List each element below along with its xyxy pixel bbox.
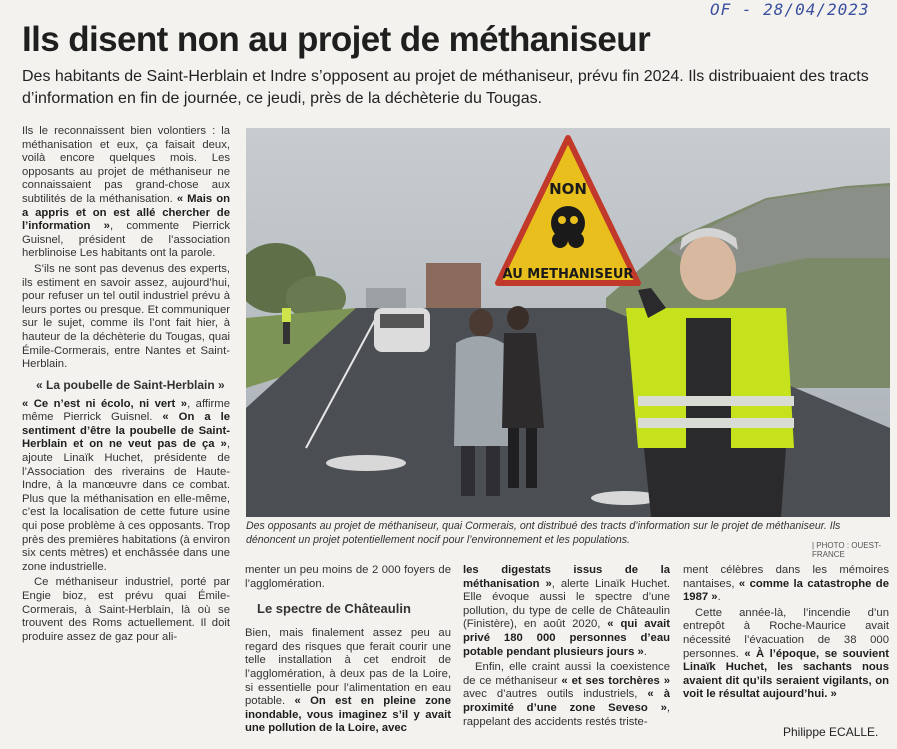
- paragraph: [245, 627, 451, 736]
- paragraph: [22, 398, 230, 575]
- photo-credit: | PHOTO : OUEST-FRANCE: [812, 541, 882, 559]
- quote: « On a le sentiment d’être la poubelle de Saint-Herblain et on ne veut pas de ça »: [22, 411, 230, 451]
- text: ment célèbres dans les mémoires nantaises,: [683, 564, 889, 590]
- paragraph: menter un peu moins de 2 000 foyers de l’agglomération.: [245, 564, 451, 590]
- paragraph: [463, 564, 670, 659]
- author-byline: Philippe ECALLE.: [783, 725, 879, 739]
- quote: « On est en pleine zone inondable, vous imaginez s’il y avait une pollution de la Loire, avec: [245, 695, 451, 735]
- text: , affirme même Pierrick Guisnel.: [22, 397, 230, 424]
- quote: « et ses torchères »: [561, 674, 670, 687]
- article-column-1: [22, 125, 230, 749]
- article-headline: Ils disent non au projet de méthaniseur: [22, 20, 651, 59]
- photo-caption: Des opposants au projet de méthaniseur, quai Cormerais, ont distribué des tracts d’information sur le projet de méthaniseur. Ils dénoncent un projet potentiellement nocif pour l’environnement et les populations.: [246, 520, 841, 546]
- text: , rappelant des accidents restés triste-: [463, 701, 670, 728]
- subheading: Le spectre de Châteaulin: [257, 601, 411, 617]
- text: Cette année-là, l’incendie d’un entrepôt à Roche-Maurice avait nécessité l’évacuation de 38 000 personnes.: [683, 606, 889, 660]
- article-column-3: [463, 564, 670, 749]
- text: , commente Pierrick Guisnel, président de l’association herblinoise Les habitants ont la parole.: [22, 220, 230, 260]
- text: .: [717, 591, 721, 604]
- paragraph: Ce méthaniseur industriel, porté par Engie bioz, est prévu quai Émile-Cormerais, à Saint-Herblain, là où se trouvent des Roms actuellement. Il doit produire assez de gaz pour ali-: [22, 576, 230, 643]
- sign-line-2: AU METHANISEUR: [502, 267, 634, 282]
- quote: les digestats issus de la méthanisation »: [463, 564, 670, 590]
- text: Enfin, elle craint aussi la coexistence de ce méthaniseur: [463, 661, 670, 687]
- text: , alerte Linaïk Huchet. Elle évoque aussi le spectre d’une pollution, du type de celle de Châteaulin (Finistère), en août 2020,: [463, 577, 670, 631]
- handwritten-date-note: OF - 28/04/2023: [710, 0, 870, 19]
- quote: « Mais on a appris et on est allé chercher de l’information »: [22, 192, 230, 233]
- text: Ils le reconnaissent bien volontiers : la méthanisation et eux, ça faisait deux, voilà encore quelques mois. Les opposants au projet de méthaniseur ne connaissaient pas grand-chose aux subtilités de la méthanisation.: [22, 125, 230, 205]
- subheading: « La poubelle de Saint-Herblain »: [36, 377, 225, 392]
- quote: « À l’époque, se souvient Linaïk Huchet, les sachants nous avaient dit qu’ils seraient vigilants, on voit le résultat aujourd’hui. »: [683, 647, 889, 701]
- article-photo: [246, 128, 890, 517]
- quote: « à proximité d’une zone Seveso »: [463, 688, 670, 714]
- quote: « Ce n’est ni écolo, ni vert »: [22, 397, 188, 410]
- article-column-2: [245, 564, 451, 749]
- paragraph: S’ils ne sont pas devenus des experts, ils estiment en savoir assez, aujourd’hui, pour refuser un tel outil industriel prévu à leurs portes ou presque. Et communiquer sur le sujet, comme ils l’ont fait hier, à hauteur de la déchèterie du Tougas, quai Émile-Cormerais, entre Nantes et Saint-Herblain.: [22, 262, 230, 371]
- text: Bien, mais finalement assez peu au regard des risques que ferait courir une telle installation à cet endroit de l’agglomération, à deux pas de la Loire, si essentielle pour l’alimentation en eau potable.: [245, 627, 451, 708]
- text: , ajoute Linaïk Huchet, présidente de l’Association des riverains de Haute-Indre, à la manœuvre dans ce combat. Plus que la méthanisation en elle-même, c’est la localisation de cette future usine qui pose problème à ces opposants. Trop près des premières habitations (à environ six cents mètres) et enchâssée dans une zone industrielle.: [22, 438, 230, 573]
- article-column-4: [683, 564, 889, 749]
- quote: « qui avait privé 180 000 personnes d’eau potable pendant plusieurs jours »: [463, 618, 670, 658]
- protest-photo-illustration: [246, 128, 890, 517]
- article-lead: Des habitants de Saint-Herblain et Indre s’opposent au projet de méthaniseur, prévu fin 2024. Ils distribuaient des tracts d’information en fin de journée, ce jeudi, près de la déchèterie du Tougas.: [22, 68, 869, 107]
- paragraph: [683, 564, 889, 605]
- sign-line-1: NON: [549, 180, 587, 198]
- quote: « comme la catastrophe de 1987 »: [683, 577, 889, 604]
- text: avec d’autres outils industriels,: [463, 688, 638, 701]
- paragraph: [22, 125, 230, 261]
- text: .: [643, 645, 647, 658]
- paragraph: [683, 607, 889, 702]
- paragraph: [463, 661, 670, 729]
